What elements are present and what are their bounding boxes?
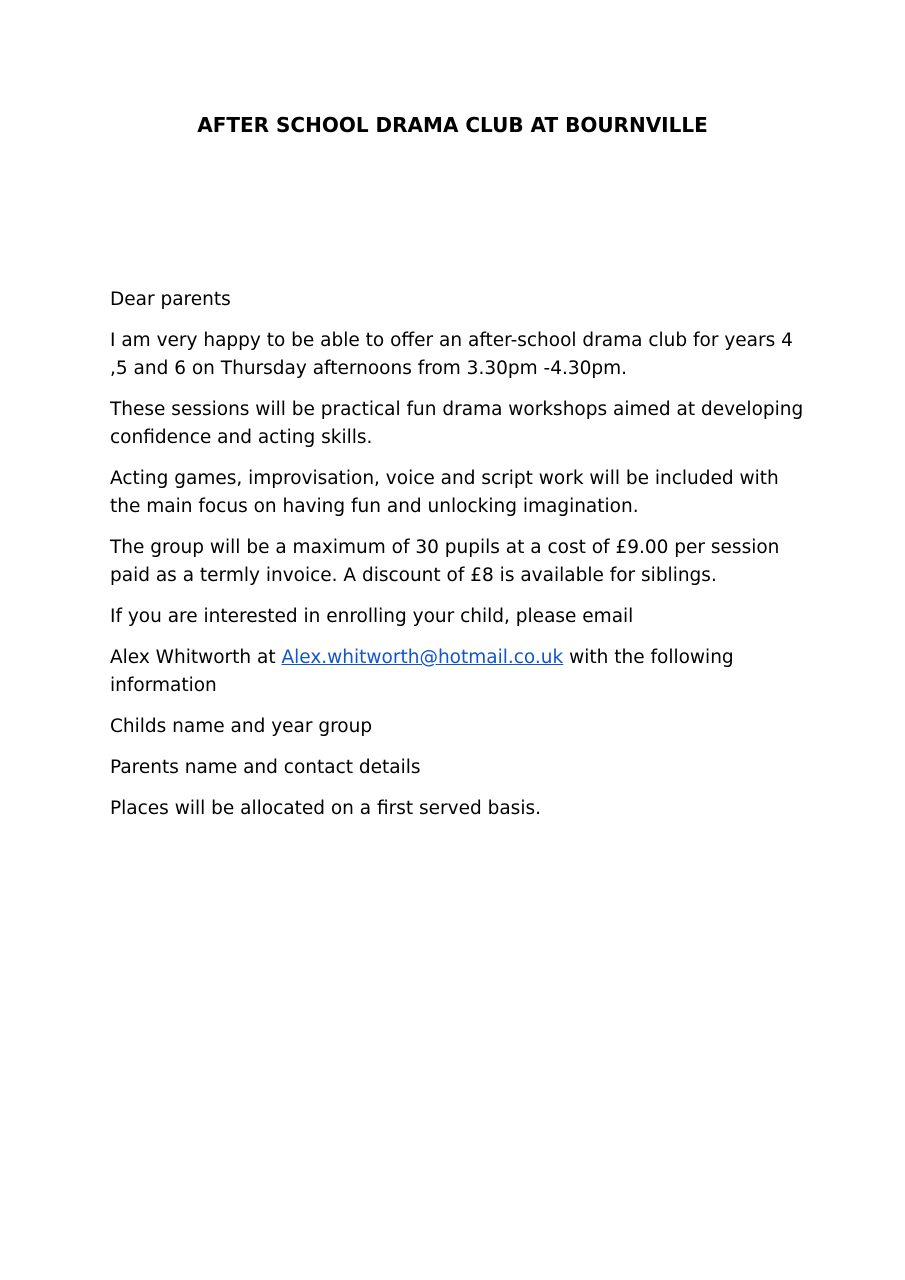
paragraph-content: Acting games, improvisation, voice and script work will be included with the main focus on having fun and unlocking imagination. <box>110 468 779 517</box>
paragraph-sessions: These sessions will be practical fun drama workshops aimed at developing confidence and acting skills. <box>110 399 804 448</box>
letter-body <box>110 286 810 836</box>
paragraph-cost: The group will be a maximum of 30 pupils at a cost of £9.00 per session paid as a termly invoice. A discount of £8 is available for siblings. <box>110 537 780 586</box>
document-title: AFTER SCHOOL DRAMA CLUB AT BOURNVILLE <box>197 113 708 137</box>
greeting: Dear parents <box>110 289 231 310</box>
paragraph-offer: I am very happy to be able to offer an after-school drama club for years 4 ,5 and 6 on Thursday afternoons from 3.30pm -4.30pm. <box>110 330 793 379</box>
email-link[interactable]: Alex.whitworth@hotmail.co.uk <box>281 647 564 668</box>
closing-statement: Places will be allocated on a first served basis. <box>110 798 541 819</box>
contact-prefix: Alex Whitworth at <box>110 647 282 668</box>
info-item-parent: Parents name and contact details <box>110 757 421 778</box>
info-item-child: Childs name and year group <box>110 716 373 737</box>
contact-suffix: with the following information <box>110 647 734 696</box>
paragraph-enrol: If you are interested in enrolling your child, please email <box>110 606 634 627</box>
paragraph-contact <box>110 644 810 700</box>
